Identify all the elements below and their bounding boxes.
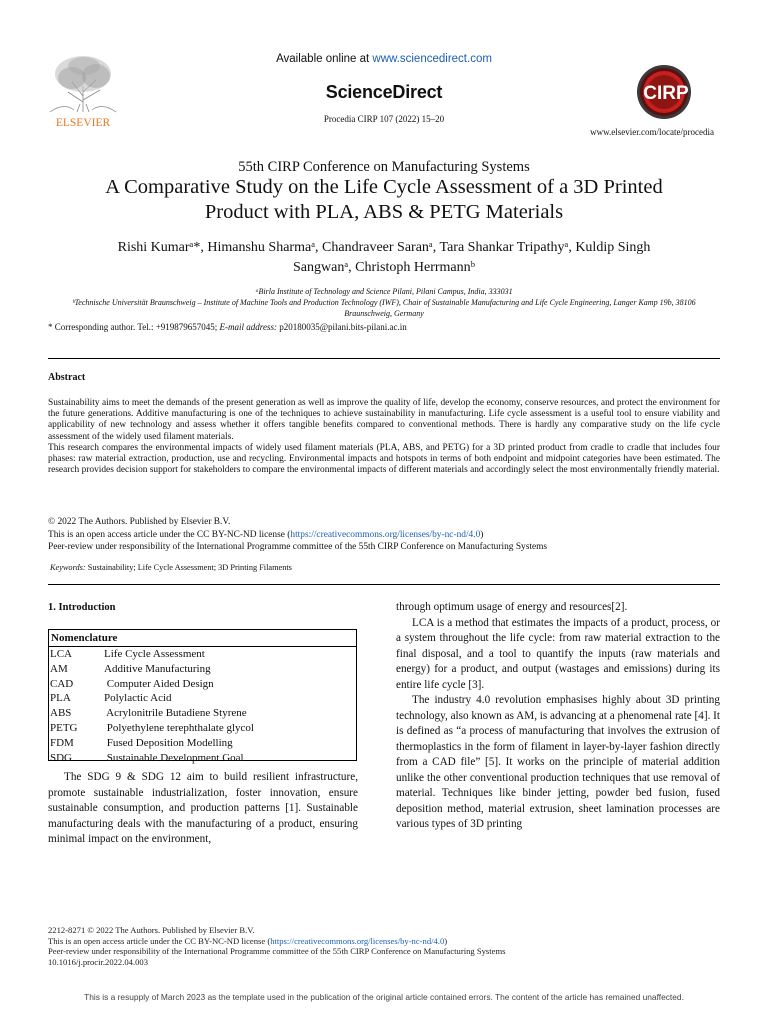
affiliations	[60, 286, 708, 319]
nomenclature-title: Nomenclature	[49, 630, 356, 647]
nomenclature-abbr: CAD	[50, 677, 74, 690]
abstract-body	[48, 398, 720, 476]
nomenclature-row	[49, 691, 356, 706]
nomenclature-abbr: PETG	[50, 721, 78, 734]
abstract-paragraph-1: Sustainability aims to meet the demands of the present generation as well as improve the quality of life, develop the economy, conserve resources, and protect the environment for the future generations. Additive manufacturing is one of the techniques to achieve sustainability in manufacturing. Life cycle assessment is a useful tool to ensure viability and applicability of new technology and assess whether it offers tangible benefits compared to conventional methods. There is hardly any comparative study on the life cycle assessment of the widely used filament materials.	[48, 398, 720, 442]
right-column-text	[396, 600, 720, 833]
nomenclature-def: Life Cycle Assessment	[104, 648, 205, 660]
email-label: E-mail address:	[219, 322, 277, 332]
article-title: A Comparative Study on the Life Cycle Assessment of a 3D Printed Product with PLA, ABS & PETG Materials	[105, 176, 663, 223]
corresponding-author	[48, 322, 407, 332]
authors-line-2: Sangwanᵃ, Christoph Herrmannᵇ	[293, 260, 475, 275]
abstract-license	[48, 529, 547, 542]
intro-paragraph-lca: LCA is a method that estimates the impacts of a product, process, or a system throughout the life cycle: from raw material extraction to the final disposal, and a tool to quantify the inputs (raw materials and energy) for a product, and output (wastages and emissions) during its entire life cycle [3].	[396, 616, 720, 691]
keywords-list: Sustainability; Life Cycle Assessment; 3D Printing Filaments	[85, 563, 292, 572]
nomenclature-def: Fused Deposition Modelling	[104, 736, 233, 749]
conference-name: 55th CIRP Conference on Manufacturing Systems	[238, 159, 530, 175]
abstract-paragraph-2: This research compares the environmental impacts of widely used filament materials (PLA, ABS, and PETG) for a 3D printed product from cradle to cradle that includes four phases: raw material extraction, production, use and recycling. Environmental impacts and hotspots in terms of both endpoint and midpoint categories have been estimated. The research provides decision support for stakeholders to compare the environmental impacts of different materials and accordingly select the most environmentally friendly material.	[48, 442, 720, 476]
divider-top	[48, 358, 720, 359]
nomenclature-row	[49, 706, 356, 721]
abstract-copyright: © 2022 The Authors. Published by Elsevier B.V.	[48, 517, 231, 527]
divider-abstract	[48, 584, 720, 585]
footer-license	[48, 936, 506, 947]
keywords-label: Keywords:	[50, 563, 86, 572]
authors-line-1: Rishi Kumarᵃ*, Himanshu Sharmaᵃ, Chandraveer Saranᵃ, Tara Shankar Tripathyᵃ, Kuldip Singh	[117, 240, 651, 255]
corr-email[interactable]: p20180035@pilani.bits-pilani.ac.in	[276, 322, 407, 332]
keywords	[50, 563, 292, 572]
intro-paragraph-1: The SDG 9 & SDG 12 aim to build resilient infrastructure, promote sustainable industrialization, foster innovation, ensure sustainable consumption, and production patterns [1]. Sustainable manufacturing deals with the manufacturing of a product, ensuring minimal impact on the environment,	[48, 771, 358, 845]
cirp-logo-text: CIRP	[643, 83, 689, 104]
nomenclature-abbr: FDM	[50, 736, 74, 749]
journal-homepage[interactable]: www.elsevier.com/locate/procedia	[590, 127, 714, 137]
footer-doi[interactable]: 10.1016/j.procir.2022.04.003	[48, 956, 149, 967]
nomenclature-def: Polyethylene terephthalate glycol	[104, 721, 254, 734]
license-prefix: This is an open access article under the CC BY-NC-ND license (	[48, 529, 291, 540]
affiliation-b: ᵇTechnische Universität Braunschweig – Institute of Machine Tools and Production Technology (IWF), Chair of Sustainable Manufacturing and Life Cycle Engineering, Langer Kamp 19b, 38106 Braunschweig, Germany	[72, 298, 696, 318]
nomenclature-row	[49, 677, 356, 692]
license-link[interactable]: https://creativecommons.org/licenses/by-nc-nd/4.0	[290, 529, 481, 540]
nomenclature-def: Sustainable Development Goal	[104, 751, 244, 764]
resupply-note: This is a resupply of March 2023 as the template used in the publication of the original article contained errors. The content of the article has remained unaffected.	[84, 992, 684, 1002]
affiliation-a: ᵃBirla Institute of Technology and Science Pilani, Pilani Campus, India, 333031	[255, 287, 513, 296]
nomenclature-def: Computer Aided Design	[104, 677, 214, 690]
footer-peer-review: Peer-review under responsibility of the International Programme committee of the 55th CIRP Conference on Manufacturing Systems	[48, 946, 506, 956]
page-footer	[48, 925, 506, 967]
author-list	[60, 238, 708, 278]
nomenclature-abbr: AM	[50, 662, 68, 675]
platform-name: ScienceDirect	[325, 82, 443, 102]
footer-license-suffix: )	[444, 935, 448, 946]
left-column-text	[48, 770, 358, 848]
nomenclature-row	[49, 721, 356, 736]
footer-license-prefix: This is an open access article under the CC BY-NC-ND license (	[48, 935, 271, 946]
nomenclature-row	[49, 751, 356, 766]
nomenclature-list	[49, 647, 356, 765]
elsevier-wordmark: ELSEVIER	[55, 117, 111, 129]
corr-contact: * Corresponding author. Tel.: +919879657045;	[48, 322, 220, 332]
abstract-heading: Abstract	[48, 372, 86, 383]
nomenclature-row	[49, 647, 356, 662]
abstract-meta	[48, 516, 547, 554]
cirp-logo	[630, 62, 702, 122]
sciencedirect-link[interactable]: www.sciencedirect.com	[372, 53, 492, 65]
nomenclature-abbr: PLA	[50, 692, 71, 705]
journal-reference: Procedia CIRP 107 (2022) 15–20	[323, 114, 445, 124]
section-heading-introduction: 1. Introduction	[48, 602, 116, 613]
footer-license-link[interactable]: https://creativecommons.org/licenses/by-nc-nd/4.0	[270, 935, 445, 946]
nomenclature-def: Polylactic Acid	[104, 692, 172, 705]
footer-issn: 2212-8271 © 2022 The Authors. Published by Elsevier B.V.	[48, 925, 255, 935]
nomenclature-abbr: LCA	[50, 648, 72, 660]
intro-paragraph-continued: through optimum usage of energy and resources[2].	[396, 601, 628, 613]
license-suffix: )	[480, 529, 484, 540]
nomenclature-row	[49, 662, 356, 677]
nomenclature-box	[48, 629, 357, 764]
abstract-peer-review: Peer-review under responsibility of the International Programme committee of the 55th CIRP Conference on Manufacturing Systems	[48, 542, 548, 552]
nomenclature-abbr: ABS	[50, 707, 72, 720]
nomenclature-def: Additive Manufacturing	[104, 662, 211, 675]
nomenclature-def: Acrylonitrile Butadiene Styrene	[104, 707, 247, 720]
nomenclature-abbr: SDG	[50, 751, 73, 764]
nomenclature-row	[49, 736, 356, 751]
cirp-emblem-icon	[630, 62, 702, 122]
available-prefix: Available online at	[276, 53, 373, 65]
intro-paragraph-industry: The industry 4.0 revolution emphasises highly about 3D printing technology, also known as AM, is advancing at a phenomenal rate [4]. It is defined as “a process of manufacturing that involves the extrusion of thermoplastics in the form of filament in layer-by-layer fashion directly from a CAD file” [5]. It works on the principle of material addition unlike the other conventional production techniques that use removal of material. Techniques like binder jetting, powder bed fusion, fused deposition method, material extrusion, sheet lamination processes are various types of 3D printing	[396, 694, 720, 830]
